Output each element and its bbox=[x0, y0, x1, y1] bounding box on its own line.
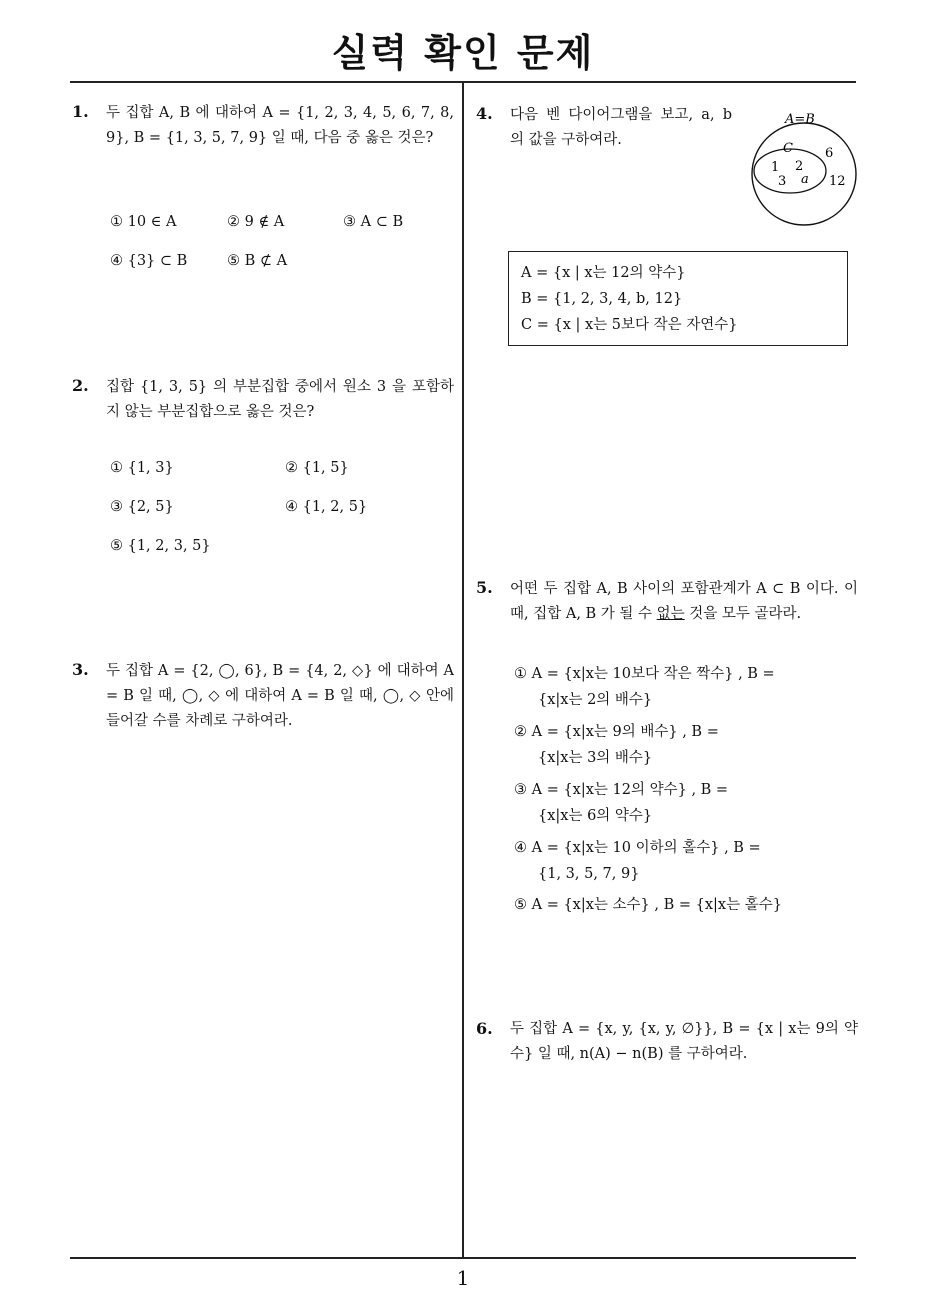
question-5-choice-1[interactable] bbox=[514, 661, 854, 713]
venn-element-6: 6 bbox=[825, 146, 834, 161]
venn-diagram bbox=[745, 104, 865, 228]
set-definition-line-b: B = {1, 2, 3, 4, b, 12} bbox=[521, 291, 683, 307]
question-4-text: 다음 벤 다이어그램을 보고, a, b 의 값을 구하여라. bbox=[510, 107, 732, 148]
question-1-choice-2[interactable]: ② 9 ∉ A bbox=[227, 214, 285, 230]
question-5-choice-4[interactable] bbox=[514, 835, 854, 887]
venn-inner-label: C bbox=[783, 141, 793, 156]
venn-element-a: a bbox=[801, 172, 809, 187]
column-divider bbox=[462, 82, 464, 1258]
question-2-text: 집합 {1, 3, 5} 의 부분집합 중에서 원소 3 을 포함하지 않는 부분집합으로 옳은 것은? bbox=[106, 379, 454, 420]
venn-element-12: 12 bbox=[829, 174, 846, 189]
question-1-choice-1[interactable]: ① 10 ∈ A bbox=[110, 214, 177, 230]
question-6-text: 두 집합 A = {x, y, {x, y, ∅}}, B = {x | x는 9의 약수} 일 때, n(A) − n(B) 를 구하여라. bbox=[510, 1021, 858, 1062]
question-5-text-before: 어떤 두 집합 A, B 사이의 포함관계가 A ⊂ B 이다. 이 때, 집합 A, B 가 될 수 bbox=[510, 581, 858, 622]
question-1-text: 두 집합 A, B 에 대하여 A = {1, 2, 3, 4, 5, 6, 7, 8, 9}, B = {1, 3, 5, 7, 9} 일 때, 다음 중 옳은 것은? bbox=[106, 105, 454, 146]
question-1-choice-5[interactable]: ⑤ B ⊄ A bbox=[227, 253, 288, 269]
question-2-choice-4[interactable]: ④ {1, 2, 5} bbox=[285, 499, 368, 515]
question-1-choice-3[interactable]: ③ A ⊂ B bbox=[343, 214, 404, 230]
question-5-underlined-word: 없는 bbox=[656, 606, 685, 622]
question-2-number: 2. bbox=[72, 376, 89, 395]
question-5-text bbox=[510, 577, 858, 627]
question-5-choice-1-line-2: {x|x는 2의 배수} bbox=[538, 692, 653, 708]
question-5-choice-3-line-1: ③ A = {x|x는 12의 약수} , B = bbox=[514, 782, 729, 798]
question-3-text: 두 집합 A = {2, ◯, 6}, B = {4, 2, ◇} 에 대하여 A = B 일 때, ◯, ◇ 에 대하여 A = B 일 때, ◯, ◇ 안에 들어갈 수를 차례로 구하여라. bbox=[106, 663, 454, 729]
question-2-choice-2[interactable]: ② {1, 5} bbox=[285, 460, 349, 476]
set-definition-line-a: A = {x | x는 12의 약수} bbox=[521, 265, 686, 281]
page-number: 1 bbox=[456, 1266, 470, 1290]
question-5-choice-2-line-2: {x|x는 3의 배수} bbox=[538, 750, 653, 766]
question-5-choice-4-line-2: {1, 3, 5, 7, 9} bbox=[538, 866, 640, 882]
question-2-choice-1[interactable]: ① {1, 3} bbox=[110, 460, 174, 476]
venn-element-2: 2 bbox=[795, 159, 804, 174]
question-5-number: 5. bbox=[476, 578, 493, 597]
question-5-choice-1-line-1: ① A = {x|x는 10보다 작은 짝수} , B = bbox=[514, 666, 775, 682]
venn-element-1: 1 bbox=[771, 160, 780, 175]
question-4-number: 4. bbox=[476, 104, 493, 123]
question-5-choice-2[interactable] bbox=[514, 719, 854, 771]
question-1-number: 1. bbox=[72, 102, 89, 121]
question-5-choice-4-line-1: ④ A = {x|x는 10 이하의 홀수} , B = bbox=[514, 840, 761, 856]
question-5-choice-3[interactable] bbox=[514, 777, 854, 829]
page-title: 실력 확인 문제 bbox=[331, 31, 595, 75]
question-5-choice-5-line-1: ⑤ A = {x|x는 소수} , B = {x|x는 홀수} bbox=[514, 897, 782, 913]
set-definition-line-c: C = {x | x는 5보다 작은 자연수} bbox=[521, 317, 738, 333]
question-1-choice-4[interactable]: ④ {3} ⊂ B bbox=[110, 253, 188, 269]
question-5-choice-5[interactable] bbox=[514, 892, 854, 918]
question-5-choice-2-line-1: ② A = {x|x는 9의 배수} , B = bbox=[514, 724, 719, 740]
venn-element-3: 3 bbox=[778, 174, 787, 189]
venn-outer-label: A=B bbox=[785, 112, 815, 127]
question-2-choice-3[interactable]: ③ {2, 5} bbox=[110, 499, 174, 515]
question-5-text-after: 것을 모두 골라라. bbox=[684, 606, 802, 622]
set-definition-box bbox=[508, 251, 848, 346]
bottom-rule bbox=[70, 1257, 856, 1259]
question-3-number: 3. bbox=[72, 660, 89, 679]
question-6-number: 6. bbox=[476, 1019, 493, 1038]
question-5-choice-3-line-2: {x|x는 6의 약수} bbox=[538, 808, 653, 824]
question-2-choice-5[interactable]: ⑤ {1, 2, 3, 5} bbox=[110, 538, 211, 554]
